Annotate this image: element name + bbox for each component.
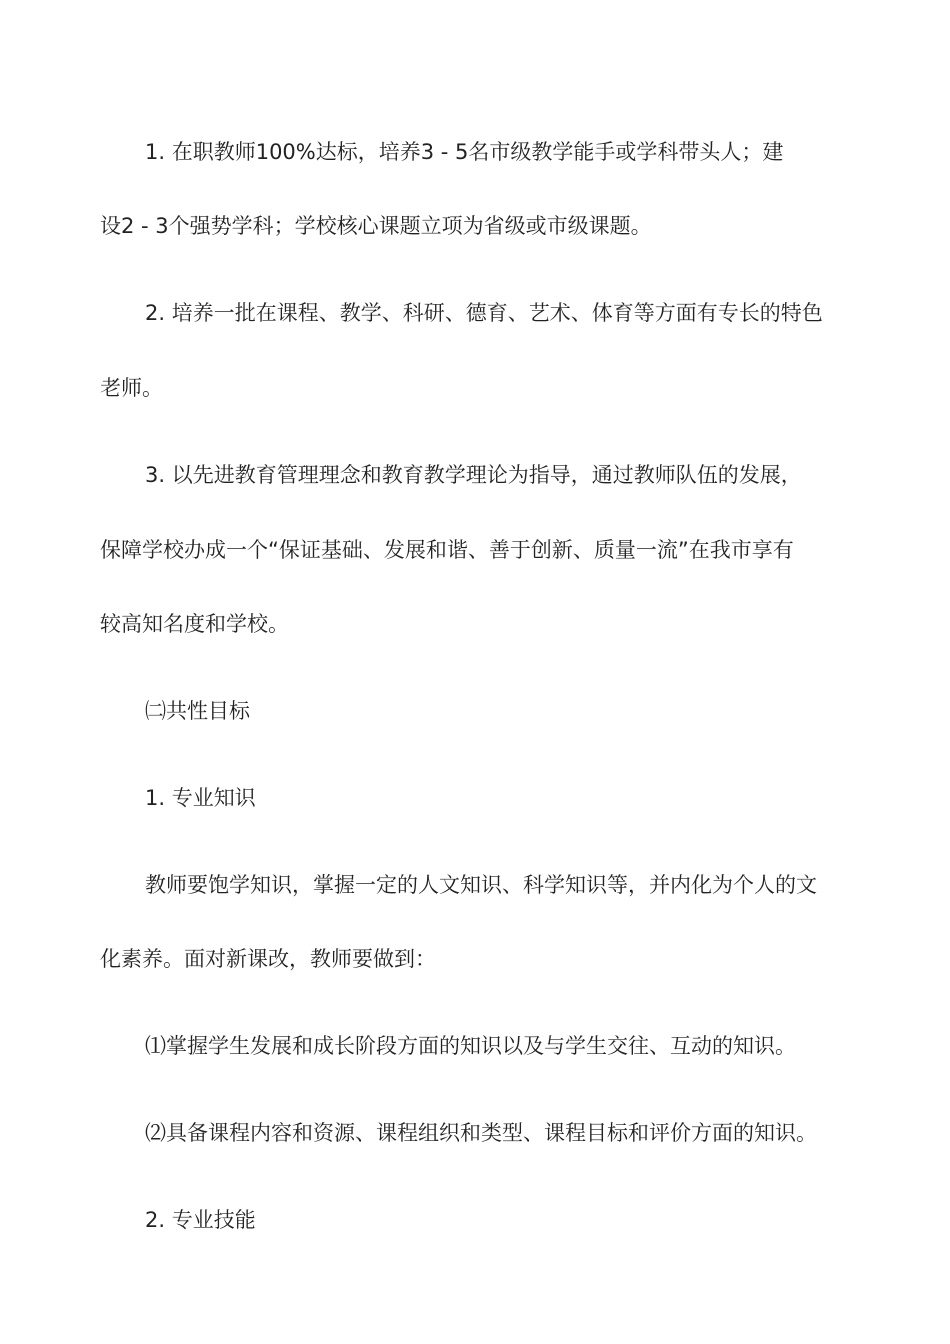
paragraph-3-line-3: 较高知名度和学校。 xyxy=(100,612,289,636)
list-item-1: ⑴掌握学生发展和成长阶段方面的知识以及与学生交往、互动的知识。 xyxy=(145,1034,796,1058)
paragraph-4-line-2: 化素养。面对新课改，教师要做到： xyxy=(100,947,436,971)
paragraph-2-line-1: 2. 培养一批在课程、教学、科研、德育、艺术、体育等方面有专长的特色 xyxy=(145,301,823,325)
list-item-2: ⑵具备课程内容和资源、课程组织和类型、课程目标和评价方面的知识。 xyxy=(145,1121,817,1145)
paragraph-2-line-2: 老师。 xyxy=(100,376,163,400)
subheading-professional-knowledge: 1. 专业知识 xyxy=(145,786,256,810)
paragraph-1-line-2: 设2 - 3个强势学科；学校核心课题立项为省级或市级课题。 xyxy=(100,214,652,238)
paragraph-4-line-1: 教师要饱学知识，掌握一定的人文知识、科学知识等，并内化为个人的文 xyxy=(145,873,817,897)
paragraph-3-line-2: 保障学校办成一个“保证基础、发展和谐、善于创新、质量一流”在我市享有 xyxy=(100,538,794,562)
subheading-professional-skills: 2. 专业技能 xyxy=(145,1208,256,1232)
section-heading-common-goals: ㈡共性目标 xyxy=(145,699,250,723)
paragraph-3-line-1: 3. 以先进教育管理理念和教育教学理论为指导，通过教师队伍的发展， xyxy=(145,463,802,487)
paragraph-1-line-1: 1. 在职教师100%达标，培养3 - 5名市级教学能手或学科带头人；建 xyxy=(145,140,784,164)
